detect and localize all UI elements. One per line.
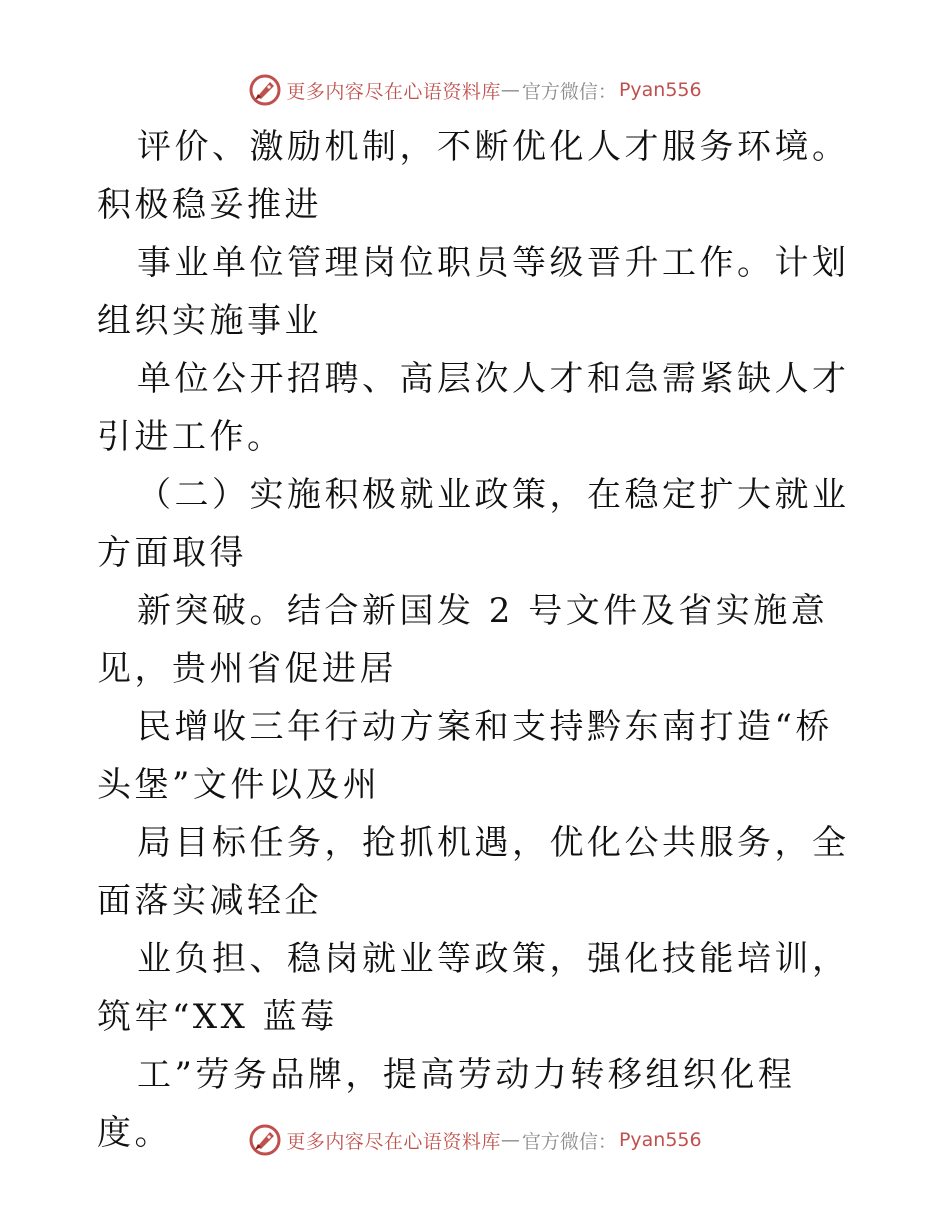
paragraph: 事业单位管理岗位职员等级晋升工作。计划组织实施事业 <box>97 243 850 341</box>
paragraph: 单位公开招聘、高层次人才和急需紧缺人才引进工作。 <box>97 359 850 457</box>
paragraph: 工”劳务品牌，提高劳动力转移组织化程度。 <box>97 1055 796 1153</box>
document-body <box>97 118 867 1162</box>
paragraph: 局目标任务，抢抓机遇，优化公共服务，全面落实减轻企 <box>97 823 850 921</box>
paragraph: 新突破。结合新国发 2 号文件及省实施意见，贵州省促进居 <box>97 591 829 689</box>
paragraph: 民增收三年行动方案和支持黔东南打造“桥头堡”文件以及州 <box>97 707 833 805</box>
footer-banner <box>0 1120 950 1160</box>
pen-nib-logo-icon <box>248 1123 282 1157</box>
banner-separator: — <box>500 79 520 101</box>
banner-separator: — <box>500 1129 520 1151</box>
paragraph: 业负担、稳岗就业等政策，强化技能培训，筑牢“XX 蓝莓 <box>97 939 850 1037</box>
banner-wechat-label: 官方微信： <box>521 80 617 103</box>
banner-wechat-id: Pyan556 <box>618 1129 702 1151</box>
paragraph: （二）实施积极就业政策，在稳定扩大就业方面取得 <box>97 475 850 573</box>
banner-title: 更多内容尽在心语资料库 <box>286 1130 501 1153</box>
paragraph: 评价、激励机制，不断优化人才服务环境。积极稳妥推进 <box>97 127 850 225</box>
banner-wechat-label: 官方微信： <box>521 1130 617 1153</box>
banner-title: 更多内容尽在心语资料库 <box>286 80 501 103</box>
header-banner <box>0 70 950 110</box>
pen-nib-logo-icon <box>248 73 282 107</box>
banner-wechat-id: Pyan556 <box>618 79 702 101</box>
